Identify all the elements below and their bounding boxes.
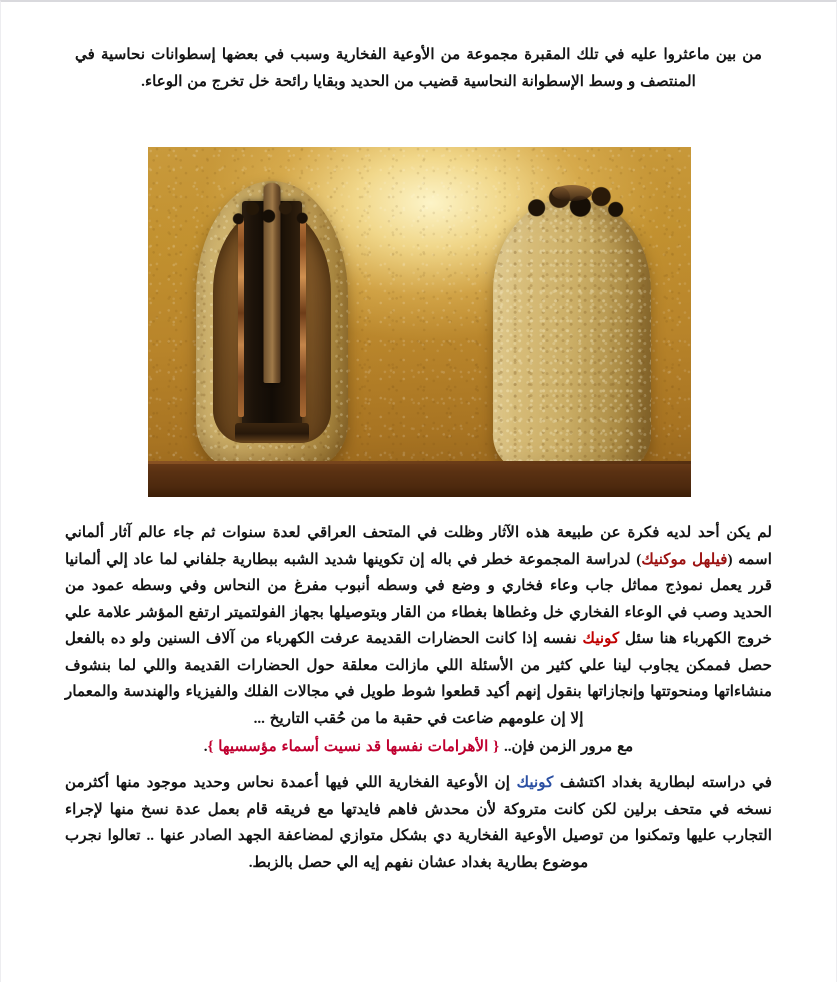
quote-block xyxy=(65,734,772,761)
baghdad-battery-photo xyxy=(148,147,691,497)
scientist-name-highlight: فيلهل موكنيك xyxy=(641,550,728,568)
body-text-part1: لم يكن أحد لديه فكرة عن طبيعة هذه الآثار وظلت في المتحف العراقي لعدة سنوات ثم جاء عالم آثار ألماني اسمه ( xyxy=(65,524,772,568)
cutaway-clay-jar xyxy=(196,181,348,469)
stopper-highlight xyxy=(552,185,592,201)
copper-seam-left xyxy=(238,217,244,417)
body-text-part2: ) لدراسة المجموعة خطر في باله إن تكوينها شديد الشبه ببطارية جلفاني لما عاد إلي ألمانيا قرر يعمل نموذج مماثل جاب وعاء فخاري و وضع في وسطه أنبوب مفرغ من النحاس وفي وسطه عمود من الحديد وصب في الوعاء الفخاري خل وغطاها بغطاء من القار وبتوصيلها بجهاز الفولتميتر ارتفع المؤشر علامة علي خروج الكهرباء هنا سئل xyxy=(65,550,772,647)
figure-container xyxy=(148,147,691,497)
body-text-part3: نفسه إذا كانت الحضارات القديمة عرفت الكهرباء من آلاف السنين ولو ده بالفعل حصل فممكن يجاوب لينا علي كثير من الأسئلة اللي مازالت معلقة حول الحضارات القديمة واللي لما بنشوف منشاءاتها ومنحوتتها وإنجازاتها بنقول إنهم أكيد قطعوا شوط طويل في مجالات الفلك والفيزياء والهندسة والمعمار إلا إن علومهم ضاعت في حقبة ما من حُقب التاريخ ... xyxy=(65,630,772,727)
intro-paragraph: من بين ماعثروا عليه في تلك المقبرة مجموعة من الأوعية الفخارية وسبب في بعضها إسطوانات نحاسية في المنتصف و وسط الإسطوانة النحاسية قضيب من الحديد وبقايا رائحة خل تخرج من الوعاء. xyxy=(75,46,762,90)
body-paragraph xyxy=(65,520,772,732)
intact-jar-texture xyxy=(493,199,651,471)
closing-paragraph xyxy=(65,770,772,876)
wooden-shelf xyxy=(148,461,691,497)
corroded-cylinder-rim xyxy=(230,195,314,229)
closing-block xyxy=(65,770,772,876)
konig-name-highlight-closing: كونيك xyxy=(516,774,554,791)
quote-tail-text: . xyxy=(203,738,208,755)
quote-paragraph xyxy=(65,734,772,761)
body-paragraph-block xyxy=(65,520,772,732)
copper-seam-right xyxy=(300,217,306,417)
quote-lead-text: مع مرور الزمن فإن.. xyxy=(503,738,634,755)
pyramids-quote: { الأهرامات نفسها قد نسيت أسماء مؤسسيها } xyxy=(207,738,500,755)
konig-name-highlight: كونيك xyxy=(582,630,620,647)
closing-text-part1: في دراسته لبطارية بغداد اكتشف xyxy=(553,774,772,791)
asphalt-plug xyxy=(235,423,309,441)
page-content-area xyxy=(61,20,776,982)
intact-clay-jar xyxy=(493,199,651,471)
closing-text-part2: إن الأوعية الفخارية اللي فيها أعمدة نحاس وحديد موجود منها أكثرمن نسخه في متحف برلين لكن كانت متروكة لأن محدش فاهم فايدتها مع فريقه قام بعمل عدة نسخ منها لإجراء التجارب عليها وتمكنوا من توصيل الأوعية الفخارية دي بشكل متوازي لمضاعفة الجهد الصادر عنها .. تعالوا نجرب موضوع بطارية بغداد عشان نفهم إيه الي حصل بالزبط. xyxy=(65,774,772,871)
